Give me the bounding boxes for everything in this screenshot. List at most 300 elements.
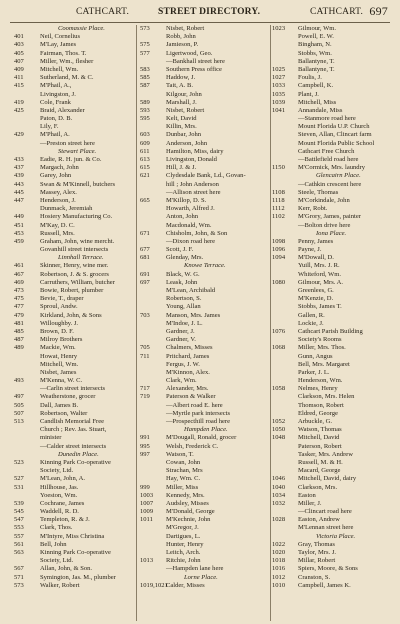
resident-name: Milroy Brothers (40, 336, 83, 344)
resident-name: Greenlees, G. (298, 287, 334, 294)
resident-name: Nelmes, Henry (298, 385, 338, 393)
directory-entry (140, 361, 270, 369)
directory-entry (14, 377, 132, 385)
resident-name: Killin, Mrs. (166, 123, 197, 131)
directory-entry (272, 41, 397, 49)
directory-entry (272, 238, 397, 246)
resident-name: Carruthers, William, butcher (40, 278, 115, 286)
directory-entry (272, 58, 397, 66)
resident-name: —Myrtle park intersects (166, 409, 230, 417)
house-number: 1112 (272, 205, 285, 213)
directory-entry (140, 91, 270, 99)
directory-entry (140, 279, 270, 287)
house-number: 1040 (272, 483, 286, 491)
directory-entry (140, 353, 270, 361)
directory-entry (272, 434, 397, 442)
resident-name: Margach, John (40, 164, 79, 172)
resident-name: Gallen, R. (298, 311, 325, 319)
resident-name: M'Dowall, D. (298, 254, 334, 262)
house-number: 1118 (272, 196, 285, 204)
resident-name: Mitchell, Wm. (40, 65, 79, 73)
resident-name: hill ; John Anderson (166, 180, 219, 188)
resident-name: Dunmack, Jeremiah (40, 205, 93, 213)
house-number: 1048 (272, 434, 286, 442)
directory-entry (14, 295, 132, 303)
resident-name: —Carlin street intersects (40, 385, 106, 393)
resident-name: Eldred, George (298, 409, 338, 417)
directory-entry (140, 484, 270, 492)
house-number: 1108 (272, 188, 285, 196)
resident-name: Welsh, Frederick C. (166, 442, 219, 450)
house-number: 1023 (272, 25, 286, 32)
directory-entry (140, 50, 270, 58)
directory-entry (272, 205, 397, 213)
column-divider (270, 25, 271, 621)
directory-entry (272, 303, 397, 311)
directory-entry (14, 164, 132, 172)
house-number: 1016 (272, 565, 286, 573)
directory-entry (14, 41, 132, 49)
directory-entry (272, 574, 397, 582)
resident-name: M'Gregor, J. (166, 524, 199, 532)
resident-name: Cranston, S. (298, 573, 331, 581)
directory-entry (140, 533, 270, 541)
directory-entry (14, 246, 132, 254)
resident-name: Garey, John (40, 172, 72, 180)
resident-name: Audsley, Misses (166, 499, 209, 507)
house-number: 407 (14, 57, 24, 65)
directory-entry (140, 181, 270, 189)
house-number: 1052 (272, 418, 286, 425)
house-number: 611 (140, 147, 150, 155)
directory-entry (272, 222, 397, 230)
house-number: 527 (14, 475, 24, 483)
resident-name: Bowie, Robert, plumber (40, 287, 104, 294)
directory-entry (272, 156, 397, 164)
section-heading: Coomassie Place. (58, 25, 105, 32)
directory-entry (140, 303, 270, 311)
directory-entry (140, 418, 270, 426)
house-number: 1018 (272, 557, 286, 565)
directory-entry (140, 295, 270, 303)
directory-entry (272, 369, 397, 377)
resident-name: Parker, J. L. (298, 368, 330, 376)
directory-entry (140, 287, 270, 295)
house-number: 1102 (272, 213, 285, 221)
house-number: 1009 (140, 508, 154, 516)
directory-entry (14, 385, 132, 393)
directory-entry (14, 58, 132, 66)
directory-entry (272, 254, 397, 262)
house-number: 485 (14, 327, 24, 335)
resident-name: Young, Allan (166, 303, 201, 311)
directory-entry (14, 336, 132, 344)
resident-name: —Hampden lane here (166, 565, 224, 573)
resident-name: Steven, Allan, Clincart farm (298, 131, 372, 139)
directory-entry (140, 205, 270, 213)
resident-name: Hamilton, Miss, dairy (166, 147, 224, 155)
house-number: 571 (14, 573, 24, 581)
resident-name: —Cathkin crescent here (298, 180, 362, 188)
directory-entry (272, 557, 397, 565)
house-number: 439 (14, 172, 24, 180)
resident-name: M'Lay, James (40, 41, 77, 49)
house-number: 705 (140, 344, 150, 352)
resident-name: Livingston, J. (40, 90, 76, 98)
directory-entry (14, 459, 132, 467)
directory-entry (272, 33, 397, 41)
directory-entry (140, 402, 270, 410)
house-number: 513 (14, 418, 24, 425)
directory-entry (140, 377, 270, 385)
house-number: 621 (140, 172, 150, 180)
resident-name: Campbell, K. (298, 82, 334, 90)
directory-entry (14, 500, 132, 508)
directory-entry (272, 74, 397, 82)
resident-name: —Preston street here (40, 139, 95, 147)
house-number: 577 (140, 49, 150, 57)
resident-name: Society, Ltd. (40, 557, 74, 565)
directory-entry (140, 524, 270, 532)
house-number: 1003 (140, 491, 154, 499)
house-number: 681 (140, 254, 150, 262)
house-number: 547 (14, 516, 24, 524)
directory-entry (272, 328, 397, 336)
resident-name: Dall, James B. (40, 401, 79, 409)
directory-entry (140, 582, 270, 590)
directory-entry (140, 254, 270, 262)
house-number: 425 (14, 106, 24, 114)
house-number: 1058 (272, 385, 286, 393)
directory-entry (14, 107, 132, 115)
house-number: 613 (140, 156, 150, 163)
house-number: 1020 (272, 549, 286, 556)
resident-name: Clarkson, Mrs. (298, 483, 338, 491)
directory-entry (14, 303, 132, 311)
directory-entry (14, 565, 132, 573)
directory-entry (14, 74, 132, 82)
resident-name: Kerr, Robt. (298, 205, 328, 213)
directory-entry (140, 131, 270, 139)
directory-entry (272, 475, 397, 483)
house-number: 437 (14, 164, 24, 172)
directory-entry (140, 516, 270, 524)
directory-entry (14, 156, 132, 164)
house-number: 711 (140, 352, 150, 360)
resident-name: Millar, Robert (298, 557, 336, 565)
resident-name: Russell, Mrs. (40, 229, 75, 237)
house-number: 401 (14, 33, 24, 41)
house-number: 489 (14, 344, 24, 352)
directory-entry (140, 246, 270, 254)
directory-entry (140, 385, 270, 393)
directory-entry (14, 467, 132, 475)
resident-name: Robertson, S. (166, 295, 202, 303)
resident-name: Robb, John (166, 33, 196, 41)
house-number: 603 (140, 131, 150, 139)
house-number: 991 (140, 434, 150, 442)
resident-name: M'Donald, George (166, 508, 215, 516)
resident-name: Tasker, Mrs. Andrew (298, 450, 353, 458)
resident-name: M'Kenna, W. C. (40, 377, 83, 385)
directory-entry (14, 99, 132, 107)
directory-entry (14, 320, 132, 328)
directory-entry (140, 25, 270, 33)
directory-entry (272, 492, 397, 500)
directory-entry (140, 443, 270, 451)
resident-name: Cowan, John (166, 458, 201, 466)
directory-entry (272, 181, 397, 189)
directory-entry (140, 197, 270, 205)
house-number: 1019,1021 (140, 581, 168, 589)
house-number: 1010 (272, 581, 286, 589)
resident-name: Mitchell, Wm. (40, 360, 79, 368)
house-number: 1027 (272, 74, 286, 82)
directory-entry (272, 524, 397, 532)
house-number: 691 (140, 270, 150, 278)
house-number: 589 (140, 98, 150, 106)
house-number: 573 (14, 581, 24, 589)
resident-name: Candlish Memorial Free (40, 418, 105, 425)
resident-name: Henderson, J. (40, 196, 76, 204)
header-rule (10, 22, 390, 23)
resident-name: Mitchell, David, dairy (298, 475, 357, 483)
directory-entry (14, 574, 132, 582)
resident-name: Sproul, Andw. (40, 303, 78, 311)
resident-name: Leask, John (166, 278, 198, 286)
resident-name: M'Kechnie, John (166, 516, 211, 524)
directory-entry (14, 516, 132, 524)
resident-name: Lockie, J. (298, 319, 324, 327)
resident-name: Miller, Miss (166, 483, 199, 491)
resident-name: Nisbet, Robert (166, 25, 205, 32)
house-number: 545 (14, 508, 24, 516)
resident-name: M'Indoe, J. L. (166, 319, 203, 327)
directory-entry (272, 418, 397, 426)
resident-name: Glenday, Mrs. (166, 254, 204, 262)
directory-entry (272, 213, 397, 221)
column-divider (136, 25, 137, 621)
resident-name: Hillhouse, Jas. (40, 483, 79, 491)
directory-entry (14, 50, 132, 58)
directory-entry (14, 238, 132, 246)
directory-entry (140, 369, 270, 377)
resident-name: Macard, George (298, 467, 341, 475)
directory-entry (14, 582, 132, 590)
resident-name: Penny, James (298, 237, 334, 245)
directory-entry (272, 246, 397, 254)
resident-name: Sutherland, M. & C. (40, 74, 94, 82)
resident-name: Society, Ltd. (40, 467, 74, 475)
directory-entry (14, 205, 132, 213)
house-number: 453 (14, 229, 24, 237)
directory-entry (140, 271, 270, 279)
resident-name: Yuill, Mrs. J. R. (298, 262, 340, 270)
house-number: 523 (14, 458, 24, 466)
resident-name: Mitchell, David (298, 434, 340, 442)
house-number: 449 (14, 213, 24, 221)
house-number: 1096 (272, 246, 286, 254)
house-number: 409 (14, 65, 24, 73)
resident-name: Anton, John (166, 213, 199, 221)
resident-name: Watson, T. (166, 450, 194, 458)
resident-name: —Bolton drive here (298, 221, 351, 229)
resident-name: Govanhill street intersects (40, 246, 109, 254)
resident-name: Spiers, Moore, & Sons (298, 565, 358, 573)
resident-name: Weatherstone, grocer (40, 393, 96, 401)
directory-entry (14, 410, 132, 418)
directory-entry (272, 25, 397, 33)
house-number: 999 (140, 483, 150, 491)
resident-name: Whiteford, Wm. (298, 270, 341, 278)
directory-entry (140, 312, 270, 320)
directory-entry (272, 189, 397, 197)
directory-entry (272, 353, 397, 361)
directory-entry (140, 410, 270, 418)
house-number: 703 (140, 311, 150, 319)
page-header (10, 4, 390, 22)
section-heading: Iona Place. (316, 229, 347, 237)
directory-entry (140, 238, 270, 246)
house-number: 593 (140, 106, 150, 114)
resident-name: Scott, J. F. (166, 246, 194, 254)
resident-name: Miller, Mrs. Thos. (298, 344, 346, 352)
resident-name: M'Kenzie, D. (298, 295, 334, 303)
resident-name: Strachan, Mrs (166, 467, 203, 475)
house-number: 587 (140, 82, 150, 90)
directory-entry (272, 131, 397, 139)
resident-name: Chisholm, John, & Son (166, 229, 228, 237)
directory-entry (140, 74, 270, 82)
directory-entry (272, 50, 397, 58)
directory-entry (272, 287, 397, 295)
house-number: 429 (14, 131, 24, 139)
directory-entry (14, 123, 132, 131)
resident-name: Clarkson, Mrs. Helen (298, 393, 355, 401)
directory-entry (140, 41, 270, 49)
resident-name: minister (40, 434, 62, 442)
resident-name: Yoeston, Wm. (40, 491, 78, 499)
directory-entry (272, 336, 397, 344)
directory-entry (14, 91, 132, 99)
directory-entry (272, 549, 397, 557)
directory-entry (272, 164, 397, 172)
directory-entry (14, 344, 132, 352)
house-number: 1011 (140, 516, 153, 524)
resident-name: Kilgour, John (166, 90, 202, 98)
directory-entry (14, 140, 132, 148)
resident-name: Gardner, V. (166, 336, 196, 344)
resident-name: Bingham, N. (298, 41, 332, 49)
resident-name: Kinning Park Co-operative (40, 458, 111, 466)
directory-entry (272, 279, 397, 287)
house-number: 505 (14, 401, 24, 409)
resident-name: Nisbet, Robert (166, 106, 205, 114)
directory-entry (14, 549, 132, 557)
house-number: 447 (14, 196, 24, 204)
house-number: 507 (14, 409, 24, 417)
directory-entry (14, 418, 132, 426)
house-number: 1076 (272, 327, 286, 335)
resident-name: Cole, Frank (40, 98, 71, 106)
resident-name: Campbell, James K. (298, 581, 351, 589)
resident-name: Gunn, Angus (298, 352, 333, 360)
directory-entry (14, 33, 132, 41)
resident-name: Arbuckle, G. (298, 418, 332, 425)
resident-name: Templeton, R. & J. (40, 516, 90, 524)
directory-entry (140, 459, 270, 467)
house-number: 615 (140, 164, 150, 172)
resident-name: Marshall, J. (166, 98, 197, 106)
resident-name: Thomson, Robert (298, 401, 344, 409)
resident-name: M'Cormick, Mrs. laundry (298, 164, 366, 172)
directory-entry (272, 541, 397, 549)
resident-name: —Battlefield road here (298, 156, 359, 163)
directory-entry (14, 541, 132, 549)
directory-entry (272, 459, 397, 467)
directory-column-3 (272, 25, 397, 621)
house-number: 697 (140, 278, 150, 286)
section-heading: Hampden Place. (184, 426, 228, 434)
resident-name: Brown, D. F. (40, 327, 74, 335)
resident-name: Robertson, Walter (40, 409, 88, 417)
resident-name: Howat, Henry (40, 352, 78, 360)
directory-entry (272, 565, 397, 573)
directory-entry (272, 385, 397, 393)
resident-name: Macdonald, Wm. (166, 221, 212, 229)
directory-entry (272, 516, 397, 524)
house-number: 405 (14, 49, 24, 57)
house-number: 557 (14, 532, 24, 540)
directory-entry (140, 328, 270, 336)
directory-entry (272, 197, 397, 205)
directory-entry (272, 484, 397, 492)
resident-name: Howarth, Alfred J. (166, 205, 215, 213)
resident-name: Mackie, Wm. (40, 344, 76, 352)
directory-entry (140, 123, 270, 131)
resident-name: —Allison street here (166, 188, 221, 196)
directory-entry (14, 287, 132, 295)
resident-name: Graham, John, wine mercht. (40, 237, 115, 245)
house-number: 445 (14, 188, 24, 196)
directory-entry (272, 500, 397, 508)
directory-entry (14, 328, 132, 336)
house-number: 419 (14, 98, 24, 106)
house-number: 995 (140, 442, 150, 450)
directory-entry (272, 123, 397, 131)
resident-name: M'Killop, D. S. (166, 196, 207, 204)
directory-entry (140, 148, 270, 156)
resident-name: Steele, Thomas (298, 188, 339, 196)
header-right-title: CATHCART. (310, 7, 364, 17)
directory-entry (272, 402, 397, 410)
house-number: 493 (14, 377, 24, 385)
resident-name: M'Lean, John, A. (40, 475, 86, 483)
resident-name: Cathcart Free Church (298, 147, 355, 155)
resident-name: Braid, Alexander (40, 106, 85, 114)
directory-entry (140, 66, 270, 74)
directory-entry (14, 533, 132, 541)
house-number: 1046 (272, 475, 286, 483)
directory-entry (14, 443, 132, 451)
house-number: 531 (14, 483, 24, 491)
directory-entry (272, 148, 397, 156)
directory-entry (140, 500, 270, 508)
directory-entry (272, 451, 397, 459)
resident-name: Bevie, T., draper (40, 295, 84, 303)
resident-name: Kennedy, Mrs. (166, 491, 205, 499)
resident-name: Cathcart Parish Building (298, 327, 363, 335)
